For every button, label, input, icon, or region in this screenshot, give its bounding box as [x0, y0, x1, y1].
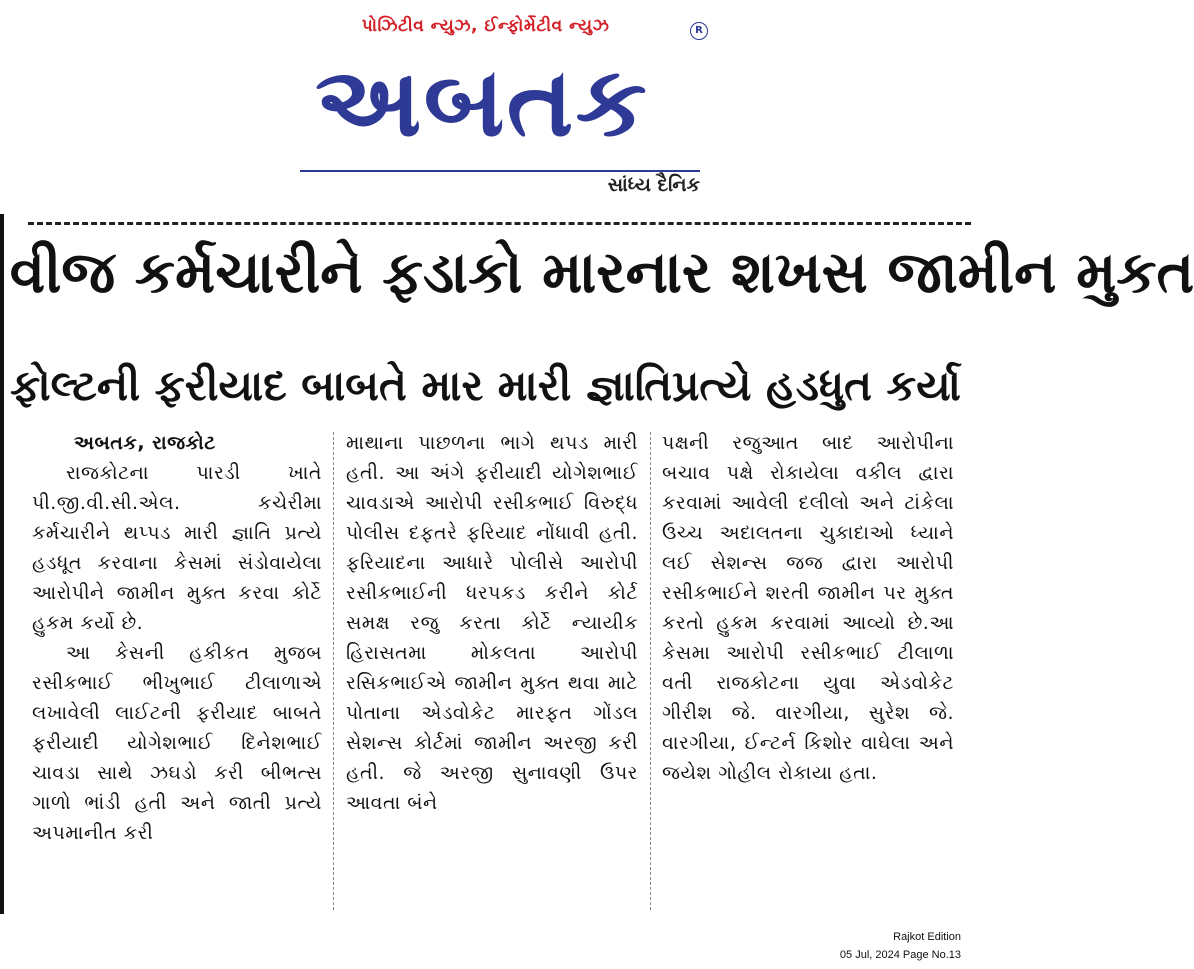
newspaper-logo: અબતક [315, 46, 649, 158]
edition-name: Rajkot Edition [893, 931, 961, 943]
article-dateline: અબતક, રાજકોટ [74, 432, 216, 454]
masthead-subtitle: સાંધ્ય દૈનિક [607, 174, 700, 196]
column-divider [333, 432, 334, 910]
left-border [0, 214, 4, 914]
article-headline: વીજ કર્મચારીને ફડાકો મારનાર શખસ જામીન મુકત [9, 238, 1194, 306]
masthead [0, 0, 971, 212]
article-column-1 [32, 428, 322, 848]
masthead-tagline: પોઝિટીવ ન્યુઝ, ઈન્ફોર્મેટીવ ન્યુઝ [361, 16, 610, 36]
article-column-3 [662, 428, 954, 788]
article-paragraph: માથાના પાછળના ભાગે થપડ મારી હતી. આ અંગે ફરીયાદી યોગેશભાઈ ચાવડાએ આરોપી રસીકભાઈ વિરુદ્ધ પોલીસ દફતરે ફરિયાદ નોંધાવી હતી. ફરિયાદના આધારે પોલીસે આરોપી રસીકભાઈની ધરપકડ કરીને કોર્ટ સમક્ષ રજુ કરતા કોર્ટે ન્યાયીક હિરાસતમા મોકલતા આરોપી રસિકભાઈએ જામીન મુક્ત થવા માટે પોતાના એડવોકેટ મારફત ગોંડલ સેશન્સ કોર્ટમાં જામીન અરજી કરી હતી. જે અરજી સુનાવણી ઉપર આવતા બંને [346, 432, 638, 814]
column-divider [650, 432, 651, 910]
article-subheadline: ફોલ્ટની ફરીયાદ બાબતે માર મારી જ્ઞાતિપ્રત્યે હડધુત કર્યા [10, 361, 961, 410]
article-paragraph: આ કેસની હકીકત મુજબ રસીકભાઈ ભીખુભાઈ ટીલાળાએ લખાવેલી લાઈટની ફરીયાદ બાબતે ફરીયાદી યોગેશભાઈ દિનેશભાઈ ચાવડા સાથે ઝઘડો કરી બીભત્સ ગાળો ભાંડી હતી અને જાતી પ્રત્યે અપમાનીત કરી [32, 642, 322, 844]
article-paragraph: પક્ષની રજુઆત બાદ આરોપીના બચાવ પક્ષે રોકાયેલા વકીલ દ્વારા કરવામાં આવેલી દલીલો અને ટાંકેલા ઉચ્ચ અદાલતના ચુકાદાઓ ધ્યાને લઈ સેશન્સ જજ દ્વારા આરોપી રસીકભાઈને શરતી જામીન પર મુક્ત કરતો હુકમ કરવામાં આવ્યો છે.આ કેસમા આરોપી રસીકભાઈ ટીલાળા વતી રાજકોટના યુવા એડવોકેટ ગીરીશ જે. વારગીયા, સુરેશ જે. વારગીયા, ઈન્ટર્ન કિશોર વાઘેલા અને જયેશ ગોહીલ રોકાયા હતા. [662, 432, 954, 784]
article-paragraph: રાજકોટના પારડી ખાતે પી.જી.વી.સી.એલ. કચેરીમા કર્મચારીને થપ્પડ મારી જ્ઞાતિ પ્રત્યે હડધૂત કરવાના કેસમાં સંડોવાયેલા આરોપીને જામીન મુક્ત કરવા કોર્ટે હુકમ કર્યો છે. [32, 462, 322, 634]
top-divider [28, 222, 971, 225]
edition-info [840, 928, 961, 964]
registered-mark-icon: R [690, 22, 708, 40]
article-column-2 [346, 428, 638, 818]
logo-underline [300, 170, 700, 172]
edition-date-page: 05 Jul, 2024 Page No.13 [839, 949, 961, 961]
